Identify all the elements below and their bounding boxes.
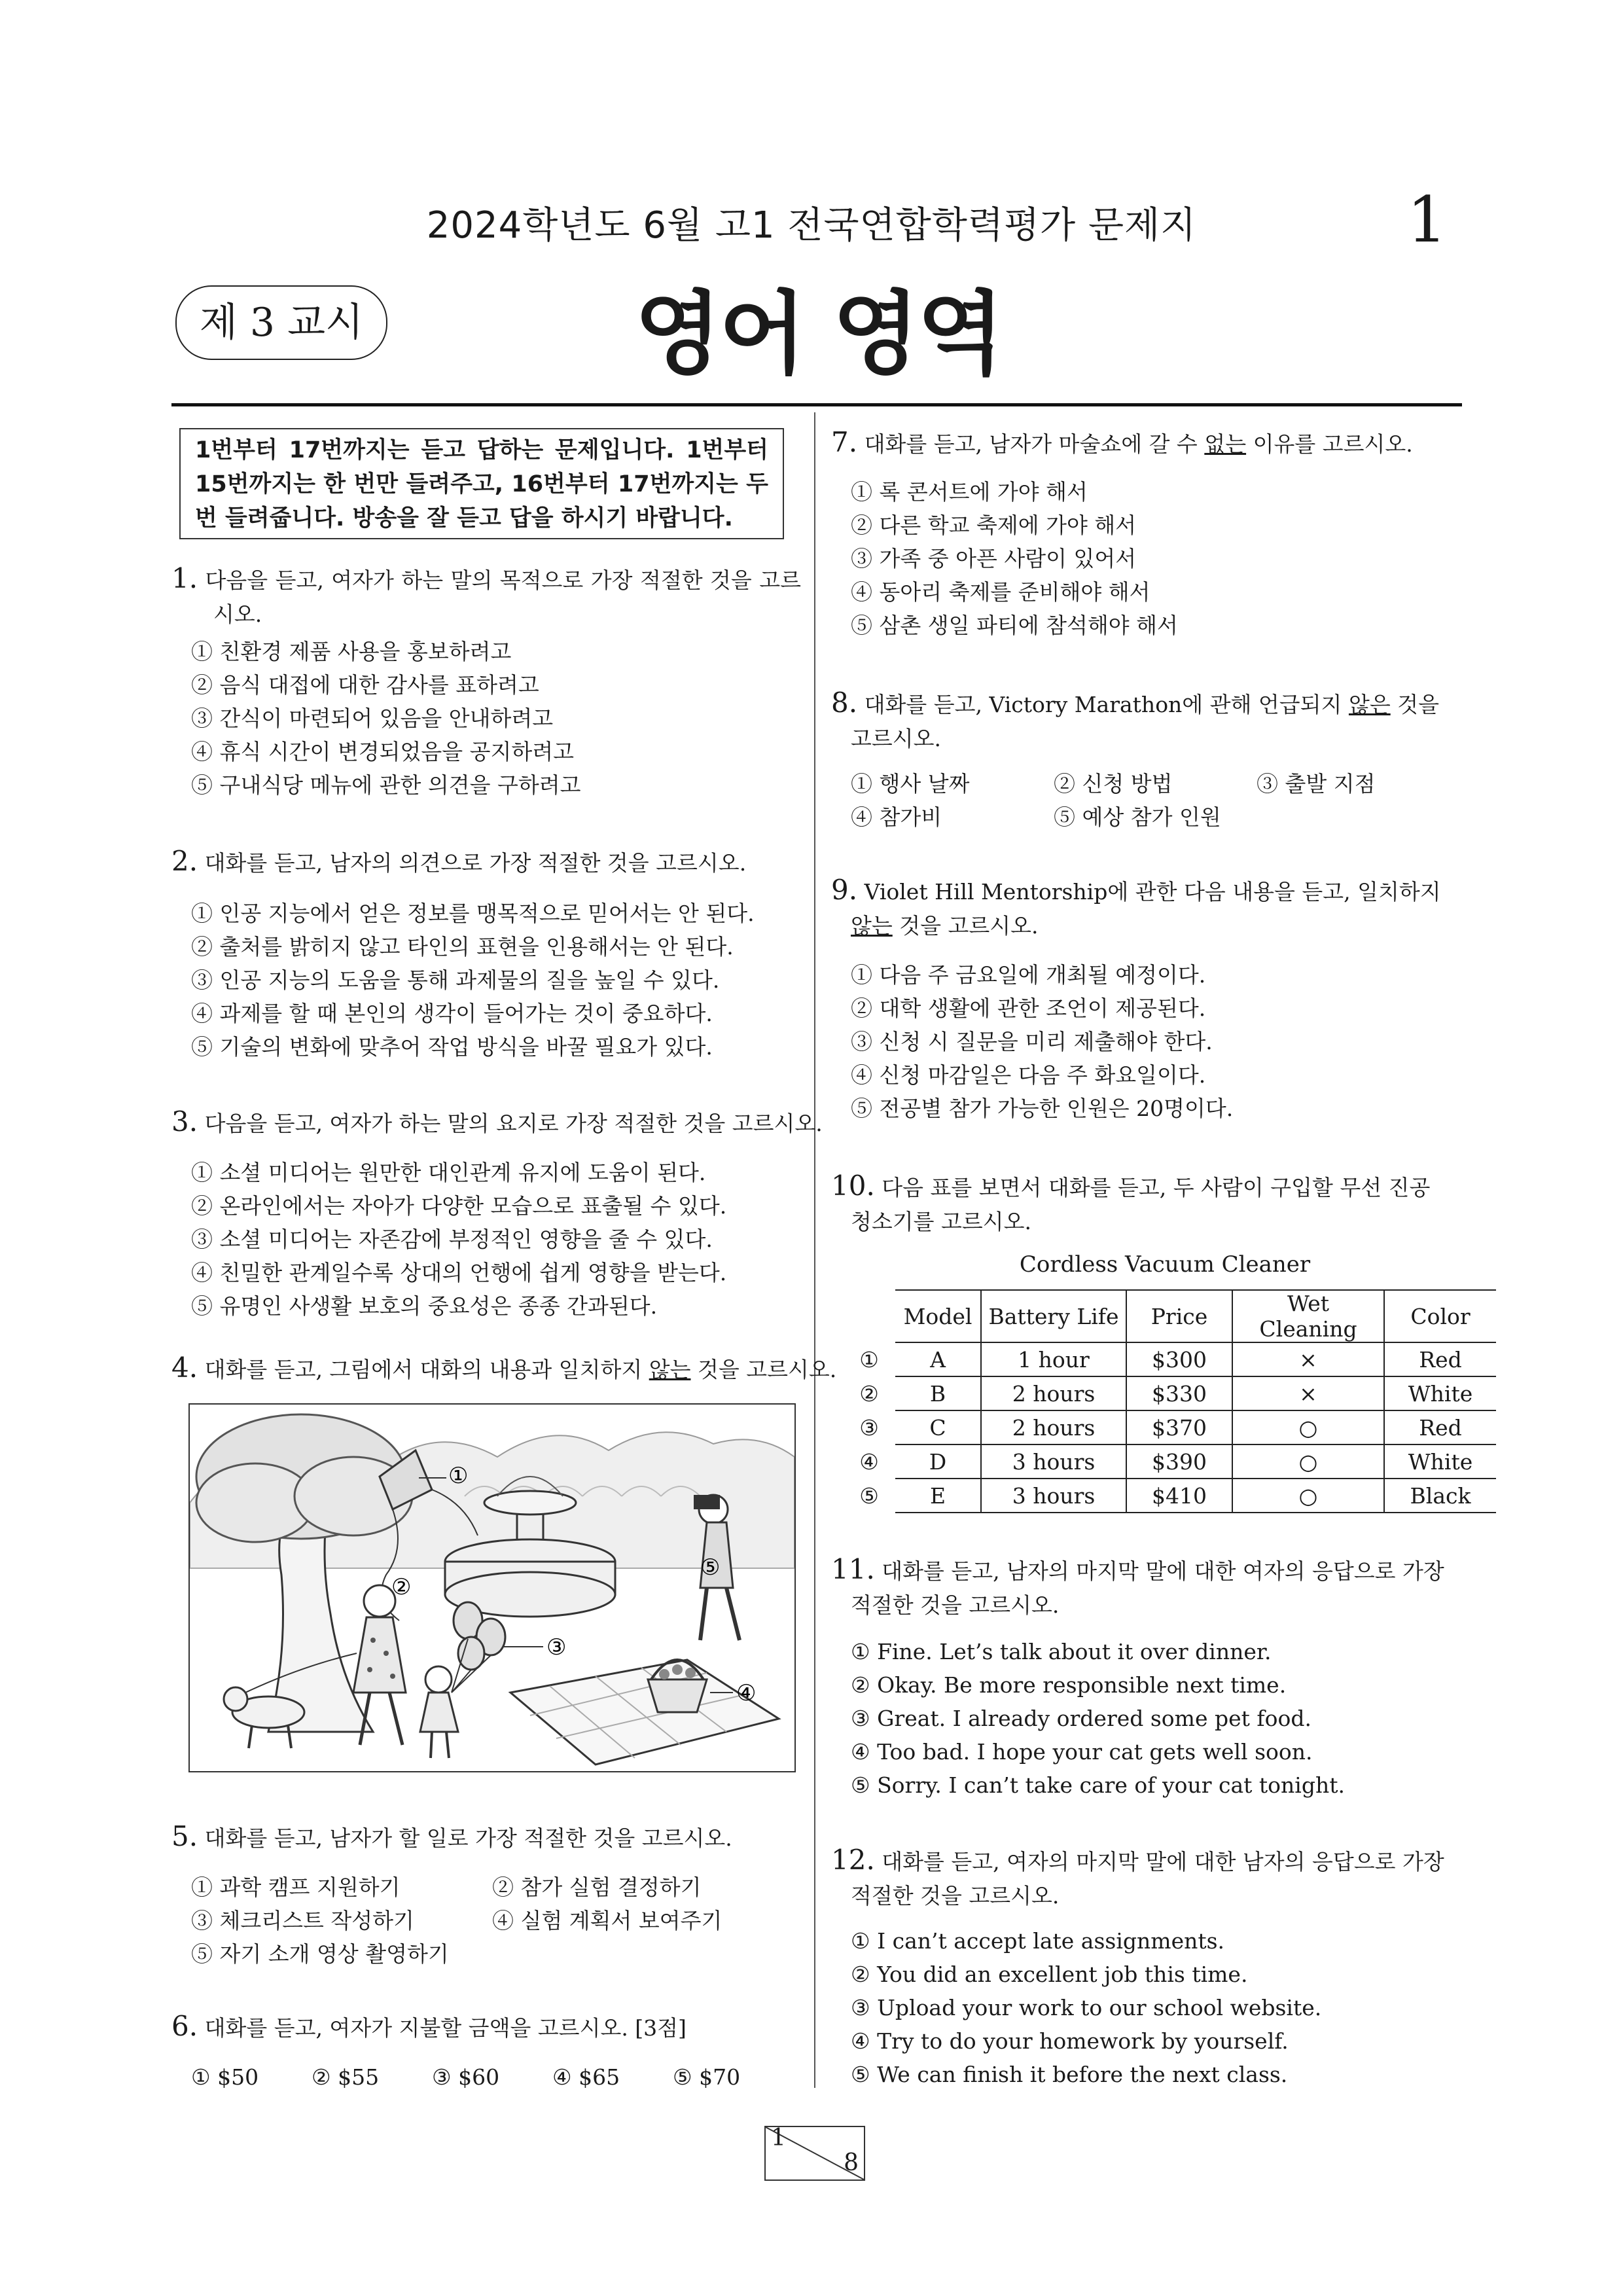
cell: ○ — [1232, 1410, 1384, 1444]
option[interactable]: ⑤ 자기 소개 영상 촬영하기 — [191, 1941, 449, 1967]
subject-title: 영어 영역 — [634, 281, 1002, 387]
option[interactable]: ① 다음 주 금요일에 개최될 예정이다. — [851, 962, 1206, 988]
question-4 — [171, 1351, 836, 1387]
option[interactable]: ③ 신청 시 질문을 미리 제출해야 한다. — [851, 1029, 1213, 1054]
q7-options — [851, 475, 1178, 642]
q9-options — [851, 958, 1233, 1125]
table-header: Model — [895, 1290, 981, 1342]
cell: 3 hours — [981, 1444, 1126, 1479]
option[interactable]: ② $55 — [312, 2064, 380, 2090]
cell: ○ — [1232, 1479, 1384, 1513]
cell: D — [895, 1444, 981, 1479]
cell: Red — [1384, 1342, 1496, 1376]
option[interactable]: ④ 동아리 축제를 준비해야 해서 — [851, 579, 1150, 605]
negation-underline: 않는 — [851, 913, 893, 939]
option[interactable]: ③ 가족 중 아픈 사람이 있어서 — [851, 546, 1137, 571]
option[interactable]: ① 행사 날짜 — [851, 771, 970, 797]
option[interactable]: ④ Try to do your homework by yourself. — [851, 2028, 1289, 2054]
question-stem-line2: 청소기를 고르시오. — [851, 1209, 1032, 1234]
cell: 3 hours — [981, 1479, 1126, 1513]
picture-label-3: ③ — [546, 1634, 567, 1660]
option[interactable]: ⑤ We can finish it before the next class. — [851, 2062, 1288, 2087]
cell: × — [1232, 1342, 1384, 1376]
option[interactable]: ⑤ 예상 참가 인원 — [1054, 804, 1221, 830]
question-number: 12. — [831, 1844, 875, 1876]
negation-underline: 않은 — [1348, 692, 1391, 717]
option[interactable]: ⑤ 유명인 사생활 보호의 중요성은 종종 간과된다. — [191, 1293, 658, 1319]
question-stem: 다음 표를 보면서 대화를 듣고, 두 사람이 구입할 무선 진공 — [882, 1175, 1431, 1200]
picture-label-4: ④ — [736, 1680, 757, 1706]
q1-options — [191, 635, 581, 802]
question-stem-line2: 적절한 것을 고르시오. — [851, 1883, 1060, 1909]
option[interactable]: ③ Upload your work to our school website. — [851, 1995, 1322, 2020]
cell: 2 hours — [981, 1376, 1126, 1410]
option[interactable]: ④ 신청 마감일은 다음 주 화요일이다. — [851, 1062, 1206, 1088]
question-7 — [831, 425, 1413, 461]
q11-options — [851, 1635, 1345, 1802]
option[interactable]: ② 대학 생활에 관한 조언이 제공된다. — [851, 996, 1206, 1021]
option[interactable]: ⑤ 전공별 참가 가능한 인원은 20명이다. — [851, 1096, 1234, 1121]
page-number: 1 — [1407, 183, 1448, 257]
option[interactable]: ③ $60 — [432, 2064, 500, 2090]
q2-options — [191, 897, 755, 1064]
question-number: 1. — [171, 562, 198, 594]
table-header: Wet Cleaning — [1232, 1290, 1384, 1342]
option[interactable]: ② 출처를 밝히지 않고 타인의 표현을 인용해서는 안 된다. — [191, 934, 734, 960]
question-stem: 대화를 듣고, 여자가 지불할 금액을 고르시오. [3점] — [204, 2015, 687, 2041]
q12-options — [851, 1924, 1321, 2091]
exam-title: 2024학년도 6월 고1 전국연합학력평가 문제지 — [426, 204, 1197, 247]
question-stem: 대화를 듣고, Victory Marathon에 관해 언급되지 — [864, 692, 1349, 717]
option[interactable]: ③ Great. I already ordered some pet food. — [851, 1706, 1311, 1731]
option[interactable]: ① 인공 지능에서 얻은 정보를 맹목적으로 믿어서는 안 된다. — [191, 901, 755, 926]
option[interactable]: ② Okay. Be more responsible next time. — [851, 1672, 1287, 1698]
question-5 — [171, 1820, 732, 1856]
option[interactable]: ② 다른 학교 축제에 가야 해서 — [851, 512, 1137, 538]
option[interactable]: ① Fine. Let’s talk about it over dinner. — [851, 1639, 1272, 1664]
q6-options — [191, 2060, 793, 2094]
cell: 2 hours — [981, 1410, 1126, 1444]
table-header: Battery Life — [981, 1290, 1126, 1342]
period-badge: 제 3 교시 — [175, 285, 387, 360]
question-stem: 대화를 듣고, 그림에서 대화의 내용과 일치하지 — [204, 1357, 649, 1382]
cell: × — [1232, 1376, 1384, 1410]
question-12 — [831, 1843, 1459, 1913]
cell: $330 — [1126, 1376, 1232, 1410]
option[interactable]: ③ 간식이 마련되어 있음을 안내하려고 — [191, 706, 554, 731]
option[interactable]: ④ 실험 계획서 보여주기 — [492, 1908, 722, 1933]
question-number: 8. — [831, 687, 858, 719]
q8-options — [851, 767, 1453, 834]
header-rule — [171, 403, 1462, 406]
option[interactable]: ④ Too bad. I hope your cat gets well soon. — [851, 1739, 1313, 1765]
question-number: 3. — [171, 1105, 198, 1138]
question-8 — [831, 686, 1459, 756]
question-3 — [171, 1105, 823, 1141]
question-1 — [171, 562, 801, 632]
question-stem-end: 이유를 고르시오. — [1246, 431, 1413, 457]
option[interactable]: ① I can’t accept late assignments. — [851, 1928, 1225, 1954]
table-row[interactable] — [843, 1376, 1496, 1410]
cell: $300 — [1126, 1342, 1232, 1376]
option[interactable]: ③ 체크리스트 작성하기 — [191, 1908, 414, 1933]
option[interactable]: ⑤ Sorry. I can’t take care of your cat tonight. — [851, 1772, 1345, 1798]
option[interactable]: ② 신청 방법 — [1054, 771, 1173, 797]
option[interactable]: ② 온라인에서는 자아가 다양한 모습으로 표출될 수 있다. — [191, 1193, 727, 1219]
option[interactable]: ① 친환경 제품 사용을 홍보하려고 — [191, 639, 512, 664]
option[interactable]: ⑤ 기술의 변화에 맞추어 작업 방식을 바꿀 필요가 있다. — [191, 1034, 713, 1060]
question-stem-end: 것을 고르시오. — [690, 1357, 837, 1382]
cell: E — [895, 1479, 981, 1513]
table-row[interactable] — [843, 1479, 1496, 1513]
cell: C — [895, 1410, 981, 1444]
option[interactable]: ④ 친밀한 관계일수록 상대의 언행에 쉽게 영향을 받는다. — [191, 1260, 727, 1285]
cell: $410 — [1126, 1479, 1232, 1513]
negation-underline: 않는 — [649, 1357, 691, 1382]
row-choice[interactable]: ④ — [859, 1448, 879, 1475]
option[interactable]: ① 소셜 미디어는 원만한 대인관계 유지에 도움이 된다. — [191, 1160, 706, 1185]
question-number: 7. — [831, 426, 858, 458]
table-row[interactable] — [843, 1444, 1496, 1479]
option[interactable]: ③ 출발 지점 — [1257, 771, 1376, 797]
row-choice[interactable]: ③ — [859, 1414, 879, 1441]
question-stem: Violet Hill Mentorship에 관한 다음 내용을 듣고, 일치하지 — [864, 879, 1441, 905]
question-11 — [831, 1552, 1459, 1623]
question-stem: 대화를 듣고, 남자가 마술쇼에 갈 수 — [864, 431, 1205, 457]
question-number: 11. — [831, 1553, 875, 1585]
table-row[interactable] — [843, 1342, 1496, 1376]
cell: B — [895, 1376, 981, 1410]
option[interactable]: ④ 참가비 — [851, 804, 942, 830]
cell: White — [1384, 1376, 1496, 1410]
question-stem: 대화를 듣고, 여자의 마지막 말에 대한 남자의 응답으로 가장 — [882, 1849, 1444, 1874]
current-page: 1 — [771, 2125, 786, 2151]
park-illustration — [188, 1403, 796, 1772]
table-title: Cordless Vacuum Cleaner — [1019, 1251, 1311, 1278]
option[interactable]: ③ 소셜 미디어는 자존감에 부정적인 영향을 줄 수 있다. — [191, 1227, 713, 1252]
picture-label-2: ② — [391, 1574, 412, 1600]
question-number: 4. — [171, 1352, 198, 1384]
option[interactable]: ⑤ 삼촌 생일 파티에 참석해야 해서 — [851, 613, 1178, 638]
cell: ○ — [1232, 1444, 1384, 1479]
option[interactable]: ④ $65 — [552, 2064, 620, 2090]
park-scene-drawing — [190, 1405, 794, 1771]
question-number: 10. — [831, 1170, 875, 1202]
question-stem: 다음을 듣고, 여자가 하는 말의 목적으로 가장 적절한 것을 고르시오. — [205, 567, 801, 627]
question-stem-line2: 적절한 것을 고르시오. — [851, 1592, 1060, 1618]
option[interactable]: ③ 인공 지능의 도움을 통해 과제물의 질을 높일 수 있다. — [191, 967, 720, 993]
total-pages: 8 — [844, 2149, 859, 2176]
question-number: 9. — [831, 874, 858, 906]
question-stem-end: 것을 고르시오. — [892, 913, 1039, 939]
option[interactable]: ④ 휴식 시간이 변경되었음을 공지하려고 — [191, 739, 575, 764]
row-choice[interactable]: ⑤ — [859, 1482, 879, 1509]
cell: Black — [1384, 1479, 1496, 1513]
negation-underline: 없는 — [1204, 431, 1247, 457]
cell: $390 — [1126, 1444, 1232, 1479]
option[interactable]: ① 과학 캠프 지원하기 — [191, 1874, 401, 1900]
table-row[interactable] — [843, 1410, 1496, 1444]
cell: $370 — [1126, 1410, 1232, 1444]
question-9 — [831, 873, 1459, 943]
option[interactable]: ⑤ 구내식당 메뉴에 관한 의견을 구하려고 — [191, 772, 581, 798]
cell: 1 hour — [981, 1342, 1126, 1376]
question-stem-end: 것을 — [1390, 692, 1439, 717]
row-choice[interactable]: ① — [859, 1346, 879, 1372]
option[interactable]: ① $50 — [191, 2064, 259, 2090]
row-choice[interactable]: ② — [859, 1380, 879, 1407]
option[interactable]: ② 음식 대접에 대한 감사를 표하려고 — [191, 672, 539, 698]
q3-options — [191, 1156, 726, 1323]
table-header: Price — [1126, 1290, 1232, 1342]
question-stem-line2: 고르시오. — [851, 726, 942, 751]
page-indicator — [764, 2126, 865, 2181]
question-stem: 대화를 듣고, 남자의 마지막 말에 대한 여자의 응답으로 가장 — [882, 1558, 1444, 1584]
question-number: 5. — [171, 1820, 198, 1852]
option[interactable]: ② 참가 실험 결정하기 — [492, 1874, 702, 1900]
listening-notice: 1번부터 17번까지는 듣고 답하는 문제입니다. 1번부터 15번까지는 한 번만 들려주고, 16번부터 17번까지는 두 번 들려줍니다. 방송을 잘 듣고 답을 하시기 바랍니다. — [179, 428, 784, 539]
question-stem: 대화를 듣고, 남자의 의견으로 가장 적절한 것을 고르시오. — [204, 850, 747, 876]
option[interactable]: ④ 과제를 할 때 본인의 생각이 들어가는 것이 중요하다. — [191, 1001, 713, 1026]
question-2 — [171, 844, 746, 880]
option[interactable]: ② You did an excellent job this time. — [851, 1962, 1248, 1987]
table-header: Color — [1384, 1290, 1496, 1342]
question-stem: 대화를 듣고, 남자가 할 일로 가장 적절한 것을 고르시오. — [204, 1825, 732, 1851]
question-number: 2. — [171, 845, 198, 877]
cell: White — [1384, 1444, 1496, 1479]
cell: A — [895, 1342, 981, 1376]
picture-label-1: ① — [448, 1463, 469, 1489]
q5-options — [191, 1871, 793, 1971]
question-6 — [171, 2009, 687, 2045]
option[interactable]: ① 록 콘서트에 가야 해서 — [851, 479, 1088, 505]
cell: Red — [1384, 1410, 1496, 1444]
vacuum-table — [843, 1289, 1496, 1513]
option[interactable]: ⑤ $70 — [673, 2064, 741, 2090]
picture-label-5: ⑤ — [700, 1554, 721, 1581]
question-stem: 다음을 듣고, 여자가 하는 말의 요지로 가장 적절한 것을 고르시오. — [204, 1111, 823, 1136]
question-10 — [831, 1169, 1459, 1239]
question-number: 6. — [171, 2010, 198, 2042]
column-divider — [814, 412, 815, 2088]
